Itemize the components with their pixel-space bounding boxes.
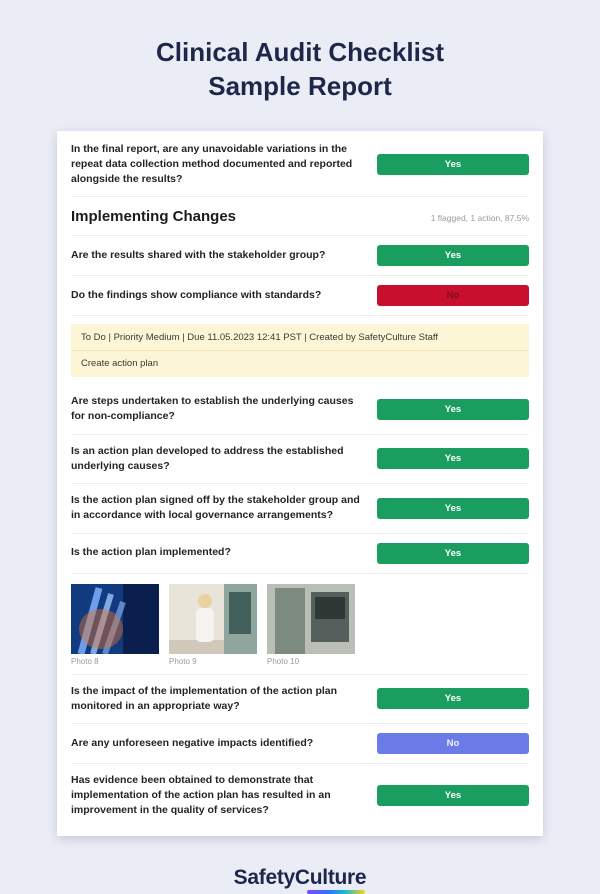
answer-chip-yes: Yes [377, 448, 529, 469]
question-row [71, 534, 529, 574]
answer-chip-yes: Yes [377, 543, 529, 564]
answer-chip-yes: Yes [377, 399, 529, 420]
photo-thumbnail[interactable] [71, 584, 159, 666]
section-header-row [71, 197, 529, 236]
xray-photo-image [71, 584, 159, 654]
photo-caption: Photo 8 [71, 656, 99, 666]
page-title-line-1: Clinical Audit Checklist [156, 37, 444, 67]
section-summary-stats: 1 flagged, 1 action, 87.5% [430, 213, 529, 224]
question-text: Are any unforeseen negative impacts identified? [71, 736, 314, 749]
photo-thumbnail[interactable] [169, 584, 257, 666]
question-text: In the final report, are any unavoidable variations in the repeat data collection method documented and reported alongside the results? [71, 142, 353, 186]
answer-chip-no-flagged: No [377, 285, 529, 306]
question-row [71, 276, 529, 316]
action-meta-line: To Do | Priority Medium | Due 11.05.2023 12:41 PST | Created by SafetyCulture Staff [71, 324, 529, 351]
answer-chip-no: No [377, 733, 529, 754]
equipment-photo-image [267, 584, 355, 654]
question-text: Is an action plan developed to address the established underlying causes? [71, 444, 344, 472]
section-title: Implementing Changes [71, 208, 237, 226]
question-text: Is the action plan signed off by the stakeholder group and in accordance with local governance arrangements? [71, 494, 360, 522]
page-footer [0, 866, 600, 890]
question-row [71, 484, 529, 533]
question-text: Are the results shared with the stakeholder group? [71, 249, 326, 262]
answer-chip-yes: Yes [377, 688, 529, 709]
answer-chip-yes: Yes [377, 498, 529, 519]
action-title: Create action plan [81, 358, 159, 370]
question-row [71, 385, 529, 434]
photo-caption: Photo 10 [267, 656, 300, 666]
question-text: Has evidence been obtained to demonstrate that implementation of the action plan has resulted in an improvement in the quality of services? [71, 774, 331, 817]
logo-gradient-underline [307, 890, 365, 894]
question-row [71, 133, 529, 198]
page-header [0, 0, 600, 104]
safetyculture-logo-text: SafetyCulture [233, 865, 367, 889]
page-title-line-2: Sample Report [208, 70, 392, 101]
question-text: Is the impact of the implementation of the action plan monitored in an appropriate way? [71, 684, 338, 712]
question-row [71, 675, 529, 724]
question-row [71, 435, 529, 484]
answer-chip-yes: Yes [377, 245, 529, 266]
question-row [71, 724, 529, 764]
clinician-photo-image [169, 584, 257, 654]
question-text: Are steps undertaken to establish the underlying causes for non-compliance? [71, 395, 354, 423]
action-item-box [71, 324, 529, 377]
photo-caption: Photo 9 [169, 656, 197, 666]
safetyculture-logo [234, 866, 367, 890]
answer-chip-yes: Yes [377, 785, 529, 806]
question-text: Do the findings show compliance with standards? [71, 289, 322, 302]
photo-thumbnail[interactable] [267, 584, 355, 666]
question-row [71, 236, 529, 276]
answer-chip-yes: Yes [377, 154, 529, 175]
question-row [71, 764, 529, 828]
photo-evidence-row [71, 574, 529, 675]
report-card [57, 131, 543, 836]
question-text: Is the action plan implemented? [71, 546, 231, 559]
